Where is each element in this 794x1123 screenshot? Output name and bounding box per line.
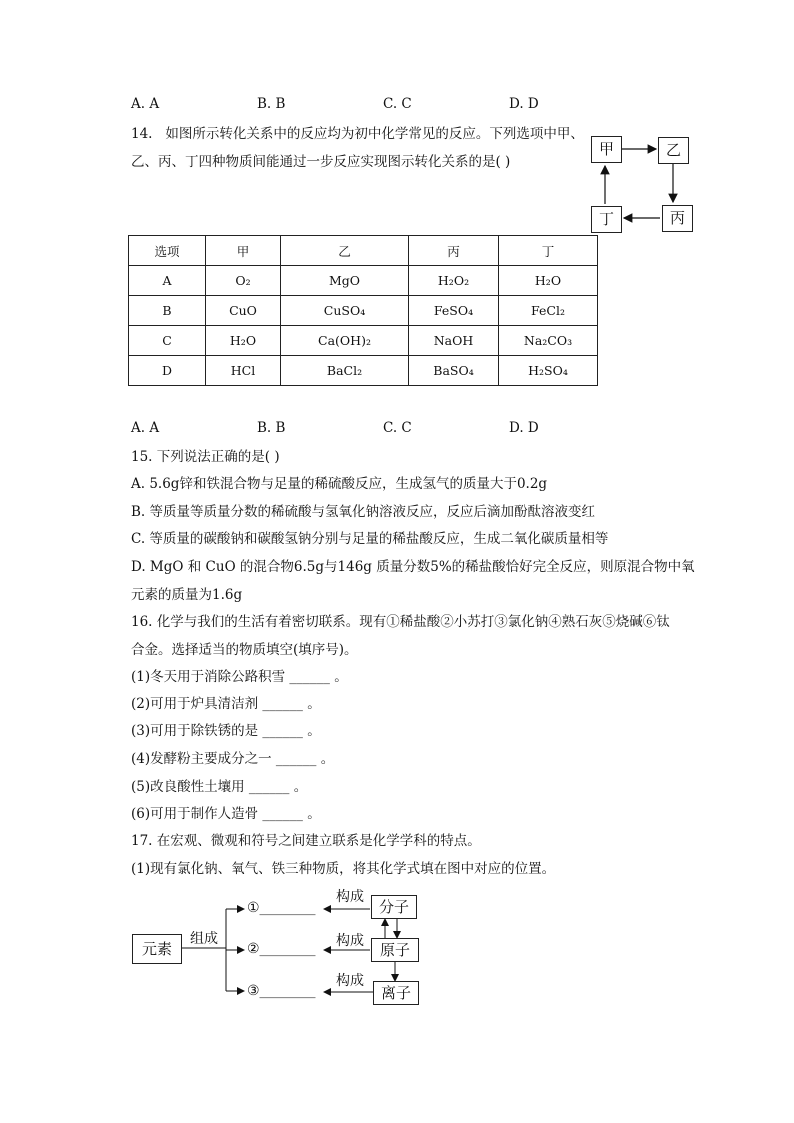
table-cell: H₂O (206, 326, 281, 356)
q14-option-c: C. C (383, 420, 412, 436)
q15-option-d-line2: 元素的质量为1.6g (131, 587, 243, 603)
table-cell: Ca(OH)₂ (281, 326, 409, 356)
table-cell: BaSO₄ (409, 356, 499, 386)
header-cell: 乙 (281, 236, 409, 266)
header-cell: 甲 (206, 236, 281, 266)
q13-option-a: A. A (131, 96, 160, 112)
table-cell: NaOH (409, 326, 499, 356)
q16-item-3: (3)可用于除铁锈的是 ______ 。 (131, 723, 321, 739)
constitute-label-2: 构成 (336, 933, 364, 949)
table-cell: BaCl₂ (281, 356, 409, 386)
node-jia: 甲 (591, 136, 622, 163)
q16-item-2: (2)可用于炉具清洁剂 ______ 。 (131, 696, 321, 712)
q14-option-b: B. B (257, 420, 286, 436)
q16-item-1: (1)冬天用于消除公路积雪 ______ 。 (131, 669, 348, 685)
q14-number: 14. (131, 126, 153, 142)
q16-stem-line2: 合金。选择适当的物质填空(填序号)。 (131, 642, 358, 658)
q17-stem-line1: 17. 在宏观、微观和符号之间建立联系是化学学科的特点。 (131, 833, 481, 849)
table-cell: FeCl₂ (499, 296, 598, 326)
element-box: 元素 (132, 934, 182, 964)
q14-option-a: A. A (131, 420, 160, 436)
node-bing: 丙 (662, 205, 693, 232)
compose-label: 组成 (190, 931, 218, 947)
header-cell: 丙 (409, 236, 499, 266)
table-cell: FeSO₄ (409, 296, 499, 326)
table-cell: MgO (281, 266, 409, 296)
blank-1: ①________ (247, 900, 316, 916)
q16-item-5: (5)改良酸性土壤用 ______ 。 (131, 779, 308, 795)
table-cell: O₂ (206, 266, 281, 296)
constitute-label-1: 构成 (336, 889, 364, 905)
table-cell: Na₂CO₃ (499, 326, 598, 356)
table-cell: D (129, 356, 206, 386)
q15-option-a: A. 5.6g锌和铁混合物与足量的稀硫酸反应，生成氢气的质量大于0.2g (131, 476, 548, 492)
q13-option-d: D. D (509, 96, 539, 112)
table-cell: CuSO₄ (281, 296, 409, 326)
q15-option-b: B. 等质量等质量分数的稀硫酸与氢氧化钠溶液反应，反应后滴加酚酞溶液变红 (131, 504, 596, 520)
q15-stem: 15. 下列说法正确的是( ) (131, 449, 280, 465)
header-cell: 丁 (499, 236, 598, 266)
table-cell: B (129, 296, 206, 326)
blank-3: ③________ (247, 983, 316, 999)
node-yi: 乙 (658, 137, 689, 164)
header-cell: 选项 (129, 236, 206, 266)
table-cell: CuO (206, 296, 281, 326)
table-cell: H₂O₂ (409, 266, 499, 296)
q17-stem-line2: (1)现有氯化钠、氧气、铁三种物质，将其化学式填在图中对应的位置。 (131, 861, 556, 877)
node-ding: 丁 (591, 206, 622, 233)
constitute-label-3: 构成 (336, 973, 364, 989)
table-cell: C (129, 326, 206, 356)
ion-box: 离子 (373, 981, 419, 1005)
atom-box: 原子 (371, 938, 419, 962)
table-cell: H₂O (499, 266, 598, 296)
q15-option-c: C. 等质量的碳酸钠和碳酸氢钠分别与足量的稀盐酸反应，生成二氧化碳质量相等 (131, 531, 609, 547)
table-cell: HCl (206, 356, 281, 386)
table-cell: A (129, 266, 206, 296)
table-cell: H₂SO₄ (499, 356, 598, 386)
molecule-box: 分子 (371, 895, 417, 919)
blank-2: ②________ (247, 941, 316, 957)
q16-item-4: (4)发酵粉主要成分之一 ______ 。 (131, 751, 335, 767)
q16-item-6: (6)可用于制作人造骨 ______ 。 (131, 806, 321, 822)
q13-option-c: C. C (383, 96, 412, 112)
q14-stem-line2: 乙、丙、丁四种物质间能通过一步反应实现图示转化关系的是( ) (131, 154, 511, 170)
q13-option-b: B. B (257, 96, 286, 112)
q14-text: 如图所示转化关系中的反应均为初中化学常见的反应。下列选项中甲、 (165, 126, 584, 142)
q15-option-d-line1: D. MgO 和 CuO 的混合物6.5g与146g 质量分数5%的稀盐酸恰好完全反应，则原混合物中氧 (131, 559, 695, 575)
q16-stem-line1: 16. 化学与我们的生活有着密切联系。现有①稀盐酸②小苏打③氯化钠④熟石灰⑤烧碱⑥钛 (131, 614, 670, 630)
q14-option-d: D. D (509, 420, 539, 436)
